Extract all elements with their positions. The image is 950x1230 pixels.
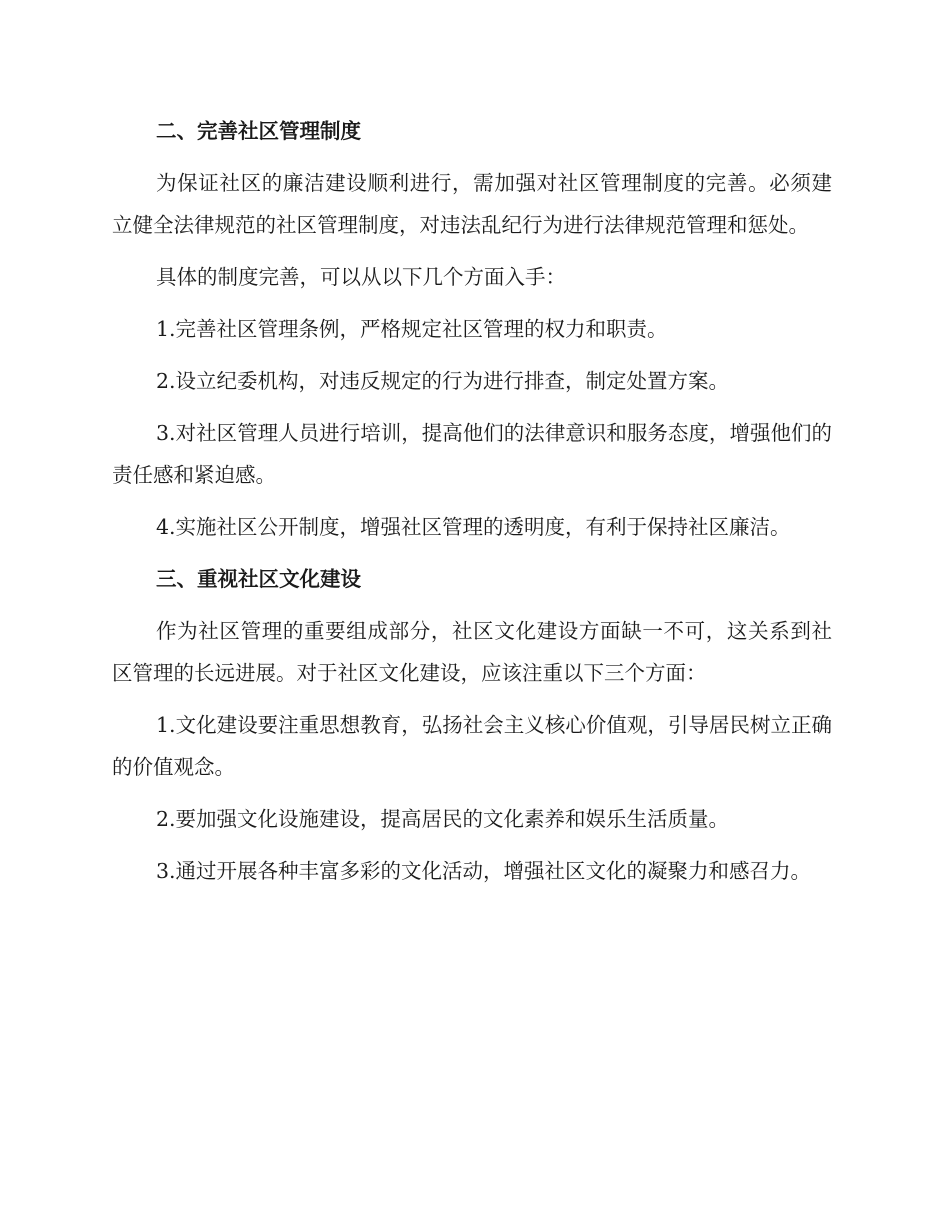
section-heading: 三、重视社区文化建设 bbox=[156, 567, 361, 591]
paragraph: 作为社区管理的重要组成部分，社区文化建设方面缺一不可，这关系到社区管理的长远进展。对于社区文化建设，应该注重以下三个方面： bbox=[112, 619, 832, 685]
list-item: 3.对社区管理人员进行培训，提高他们的法律意识和服务态度，增强他们的责任感和紧迫感。 bbox=[112, 421, 832, 487]
list-item: 2.设立纪委机构，对违反规定的行为进行排查，制定处置方案。 bbox=[156, 369, 730, 393]
list-item: 1.文化建设要注重思想教育，弘扬社会主义核心价值观，引导居民树立正确的价值观念。 bbox=[112, 713, 832, 779]
section-heading: 二、完善社区管理制度 bbox=[156, 119, 361, 143]
paragraph: 为保证社区的廉洁建设顺利进行，需加强对社区管理制度的完善。必须建立健全法律规范的社区管理制度，对违法乱纪行为进行法律规范管理和惩处。 bbox=[112, 171, 832, 237]
list-item: 2.要加强文化设施建设，提高居民的文化素养和娱乐生活质量。 bbox=[156, 807, 730, 831]
list-item: 3.通过开展各种丰富多彩的文化活动，增强社区文化的凝聚力和感召力。 bbox=[156, 859, 812, 883]
document-page bbox=[112, 110, 832, 902]
paragraph: 具体的制度完善，可以从以下几个方面入手： bbox=[156, 265, 566, 289]
list-item: 4.实施社区公开制度，增强社区管理的透明度，有利于保持社区廉洁。 bbox=[156, 515, 791, 539]
list-item: 1.完善社区管理条例，严格规定社区管理的权力和职责。 bbox=[156, 317, 668, 341]
